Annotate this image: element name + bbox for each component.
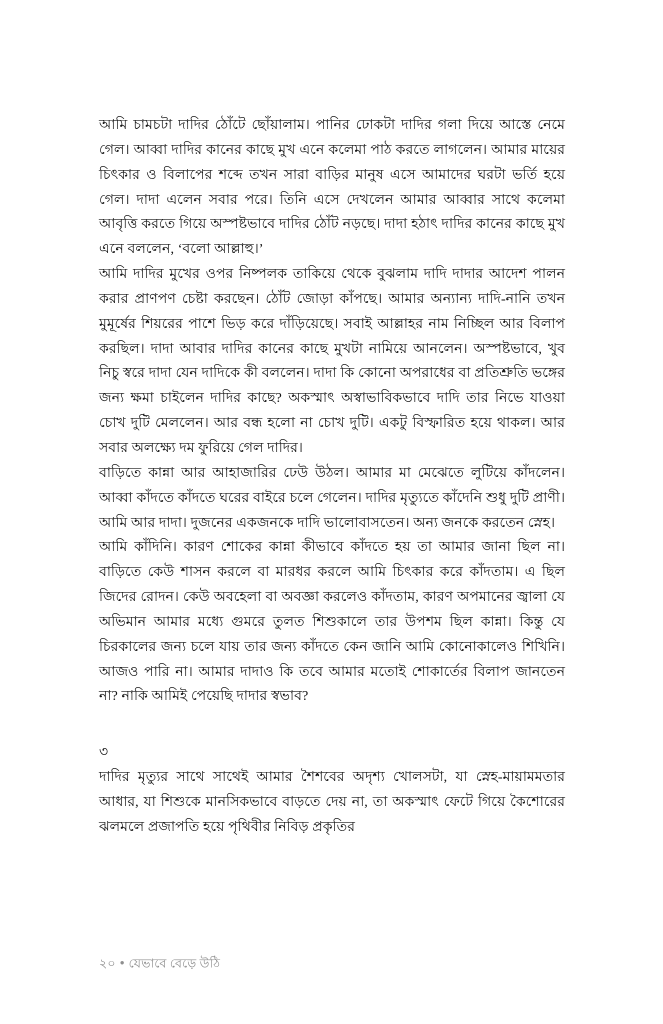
footer-book-title: যেভাবে বেড়ে উঠি [128, 956, 221, 970]
paragraph-3: বাড়িতে কান্না আর আহাজারির ঢেউ উঠল। আমার মা মেঝেতে লুটিয়ে কাঁদলেন। আব্বা কাঁদতে কাঁদতে ঘরের বাইরে চলে গেলেন। দাদির মৃত্যুতে কাঁদেনি শুধু দুটি প্রাণী। আমি আর দাদা। দুজনের একজনকে দাদি ভালোবাসতেন। অন্য জনকে করতেন স্নেহ। [99, 464, 565, 531]
section-break-spacer [99, 709, 565, 740]
paragraph-2: আমি দাদির মুখের ওপর নিষ্পলক তাকিয়ে থেকে বুঝলাম দাদি দাদার আদেশ পালন করার প্রাণপণ চেষ্টা করছেন। ঠোঁট জোড়া কাঁপছে। আমার অন্যান্য দাদি-নানি তখন মুমূর্ষের শিয়রের পাশে ভিড় করে দাঁড়িয়েছে। সবাই আল্লাহর নাম নিচ্ছিল আর বিলাপ করছিল। দাদা আবার দাদির কানের কাছে মুখটা নামিয়ে আনলেন। অস্পষ্টভাবে, খুব নিচু স্বরে দাদা যেন দাদিকে কী বললেন। দাদা কি কোনো অপরাধের বা প্রতিশ্রুতি ভঙ্গের জন্য ক্ষমা চাইলেন দাদির কাছে? অকস্মাৎ অস্বাভাবিকভাবে দাদি তার নিভে যাওয়া চোখ দুটি মেললেন। আর বন্ধ হলো না চোখ দুটি। একটু বিস্ফারিত হয়ে থাকল। আর সবার অলক্ষ্যে দম ফুরিয়ে গেল দাদির। [99, 266, 565, 456]
footer-separator-dot: ● [119, 957, 125, 967]
paragraph-1: আমি চামচটা দাদির ঠোঁটে ছোঁয়ালাম। পানির ঢোকটা দাদির গলা দিয়ে আস্তে নেমে গেল। আব্বা দাদির কানের কাছে মুখ এনে কলেমা পাঠ করতে লাগলেন। আমার মায়ের চিৎকার ও বিলাপের শব্দে তখন সারা বাড়ির মানুষ এসে আমাদের ঘরটা ভর্তি হয়ে গেল। দাদা এলেন সবার পরে। তিনি এসে দেখলেন আমার আব্বার সাথে কলেমা আবৃত্তি করতে গিয়ে অস্পষ্টভাবে দাদির ঠোঁট নড়ছে। দাদা হঠাৎ দাদির কানের কাছে মুখ এনে বললেন, ‘বলো আল্লাহু।’ [99, 117, 565, 258]
page-footer [99, 954, 220, 973]
page-text-block [99, 113, 565, 840]
paragraph-5: দাদির মৃত্যুর সাথে সাথেই আমার শৈশবের অদৃশ্য খোলসটা, যা স্নেহ-মায়ামমতার আধার, যা শিশুকে মানসিকভাবে বাড়তে দেয় না, তা অকস্মাৎ ফেটে গিয়ে কৈশোরের ঝলমলে প্রজাপতি হয়ে পৃথিবীর নিবিড় প্রকৃতির [99, 769, 565, 835]
section-number: ৩ [99, 744, 109, 761]
footer-page-number: ২০ [99, 956, 116, 970]
paragraph-4: আমি কাঁদিনি। কারণ শোকের কান্না কীভাবে কাঁদতে হয় তা আমার জানা ছিল না। বাড়িতে কেউ শাসন করলে বা মারধর করলে আমি চিৎকার করে কাঁদতাম। এ ছিল জিদের রোদন। কেউ অবহেলা বা অবজ্ঞা করলেও কাঁদতাম, কারণ অপমানের জ্বালা যে অভিমান আমার মধ্যে গুমরে তুলত শিশুকালে তার উপশম ছিল কান্না। কিন্তু যে চিরকালের জন্য চলে যায় তার জন্য কাঁদতে কেন জানি আমি কোনোকালেও শিখিনি। আজও পারি না। আমার দাদাও কি তবে আমার মতোই শোকার্তের বিলাপ জানতেন না? নাকি আমিই পেয়েছি দাদার স্বভাব? [99, 539, 565, 705]
